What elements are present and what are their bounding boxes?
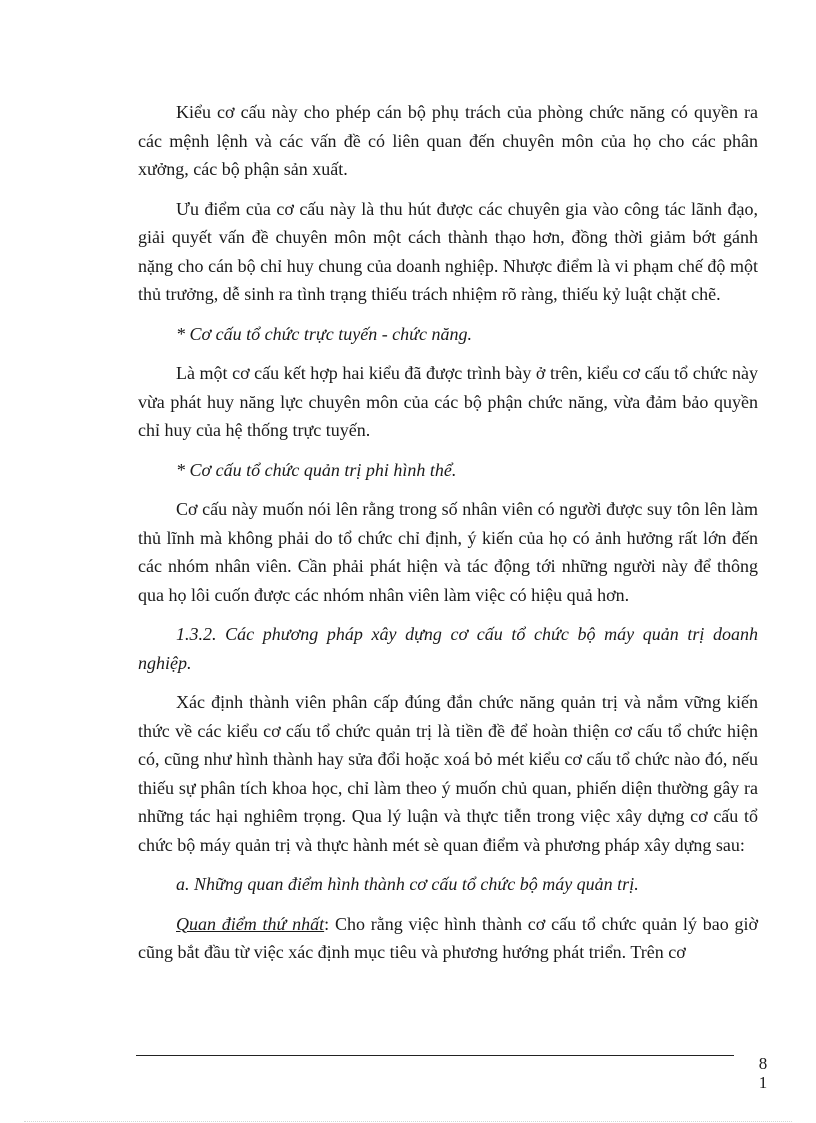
footer-divider <box>136 1055 734 1056</box>
heading-viewpoints: a. Những quan điểm hình thành cơ cấu tổ chức bộ máy quản trị. <box>176 874 639 894</box>
paragraph-functional-structure: Kiểu cơ cấu này cho phép cán bộ phụ trách của phòng chức năng có quyền ra các mệnh lệnh và các vấn đề có liên quan đến chuyên môn của họ cho các phân xưởng, các bộ phận sản xuất. <box>138 102 758 179</box>
heading-line-function-structure: * Cơ cấu tổ chức trực tuyến - chức năng. <box>176 323 472 344</box>
heading-section-1-3-2: 1.3.2. Các phương pháp xây dựng cơ cấu tổ chức bộ máy quản trị doanh nghiệp. <box>138 624 758 673</box>
paragraph-first-viewpoint <box>138 910 758 967</box>
page-body <box>138 98 758 978</box>
first-viewpoint-text: : Cho rằng việc hình thành cơ cấu tổ chức quản lý bao giờ cũng bắt đầu từ việc xác định mục tiêu và phương hướng phát triển. Trên cơ <box>138 913 758 962</box>
first-viewpoint-label: Quan điểm thứ nhất <box>176 913 325 934</box>
paragraph-line-function: Là một cơ cấu kết hợp hai kiểu đã được trình bày ở trên, kiểu cơ cấu tổ chức này vừa phát huy năng lực chuyên môn của các bộ phận chức năng, vừa đảm bảo quyền chỉ huy của hệ thống trực tuyến. <box>138 363 758 440</box>
heading-informal-structure: * Cơ cấu tổ chức quản trị phi hình thể. <box>176 459 457 480</box>
paragraph-advantages: Ưu điểm của cơ cấu này là thu hút được các chuyên gia vào công tác lãnh đạo, giải quyết vấn đề chuyên môn một cách thành thạo hơn, đồng thời giảm bớt gánh nặng cho cán bộ chỉ huy chung của doanh nghiệp. Nhược điểm là vi phạm chế độ một thủ trưởng, dễ sinh ra tình trạng thiếu trách nhiệm rõ ràng, thiếu kỷ luật chặt chẽ. <box>138 198 758 304</box>
page-bottom-edge <box>24 1121 792 1122</box>
paragraph-methods: Xác định thành viên phân cấp đúng đắn chức năng quản trị và nắm vững kiến thức về các kiểu cơ cấu tổ chức quản trị là tiền đề để hoàn thiện cơ cấu tổ chức hiện có, cũng như hình thành hay sửa đổi hoặc xoá bỏ mét kiểu cơ cấu tổ chức nào đó, nếu thiếu sự phân tích khoa học, chỉ làm theo ý muốn chủ quan, phiến diện thường gây ra những tác hại nghiêm trọng. Qua lý luận và thực tiễn trong việc xây dựng cơ cấu tổ chức bộ máy quản trị và thực hành mét sè quan điểm và phương pháp xây dựng sau: <box>138 692 758 855</box>
paragraph-informal: Cơ cấu này muốn nói lên rằng trong số nhân viên có người được suy tôn lên làm thủ lĩnh mà không phải do tổ chức chỉ định, ý kiến của họ có ảnh hưởng rất lớn đến các nhóm nhân viên. Cần phải phát hiện và tác động tới những người này để thông qua họ lôi cuốn được các nhóm nhân viên làm việc có hiệu quả hơn. <box>138 499 758 605</box>
page-number: 81 <box>758 1054 768 1092</box>
